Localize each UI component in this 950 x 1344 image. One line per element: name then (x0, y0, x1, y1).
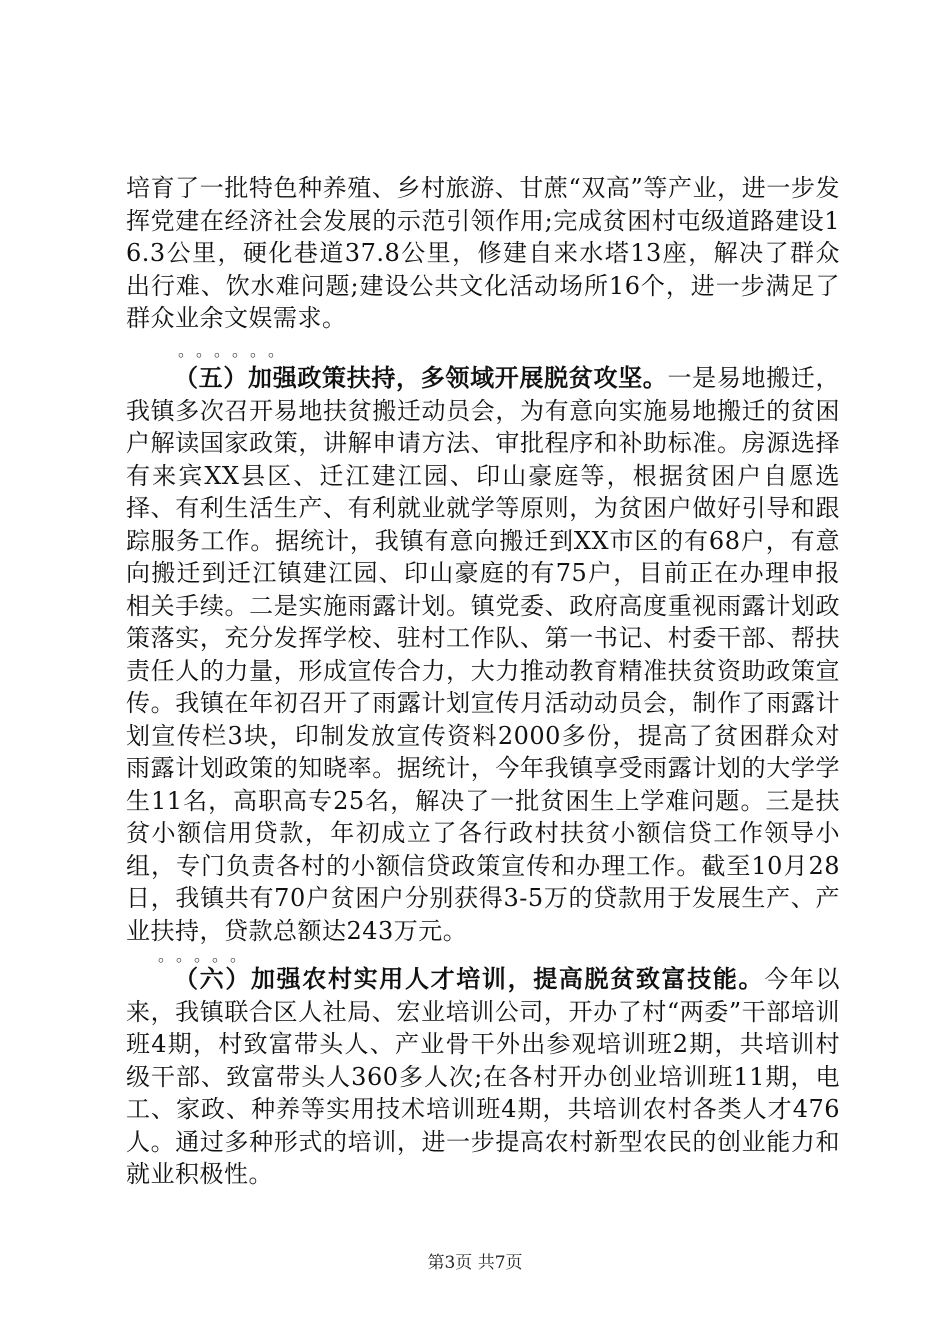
page-footer: 第3页 共7页 (427, 1253, 523, 1273)
section-5-body: 一是易地搬迁，我镇多次召开易地扶贫搬迁动员会，为有意向实施易地搬迁的贫困户解读国家政策，讲解申请方法、审批程序和补助标准。房源选择有来宾XX县区、迁江建江园、印山豪庭等，根据贫困户自愿选择、有利生活生产、有利就业就学等原则，为贫困户做好引导和跟踪服务工作。据统计，我镇有意向搬迁到XX市区的有68户，有意向搬迁到迁江镇建江园、印山豪庭的有75户，目前正在办理申报相关手续。二是实施雨露计划。镇党委、政府高度重视雨露计划政策落实，充分发挥学校、驻村工作队、第一书记、村委干部、帮扶责任人的力量，形成宣传合力，大力推动教育精准扶贫资助政策宣传。我镇在年初召开了雨露计划宣传月活动动员会，制作了雨露计划宣传栏3块，印制发放宣传资料2000多份，提高了贫困群众对雨露计划政策的知晓率。据统计，今年我镇享受雨露计划的大学学生11名，高职高专25名，解决了一批贫困生上学难问题。三是扶贫小额信用贷款，年初成立了各行政村扶贫小额信贷工作领导小组，专门负责各村的小额信贷政策宣传和办理工作。截至10月28日，我镇共有70户贫困户分别获得3-5万的贷款用于发展生产、产业扶持，贷款总额达243万元。 (126, 364, 841, 945)
section-6-body: 今年以来，我镇联合区人社局、宏业培训公司，开办了村“两委”干部培训班4期，村致富带头人、产业骨干外出参观培训班2期，共培训村级干部、致富带头人360多人次;在各村开办创业培训班11期，电工、家政、种养等实用技术培训班4期，共培训农村各类人才476人。通过多种形式的培训，进一步提高农村新型农民的创业能力和就业积极性。 (126, 965, 841, 1188)
section-6-heading: （六）加强农村实用人才培训，提高脱贫致富技能。 (174, 964, 765, 993)
paragraph-continuation: 培育了一批特色种养殖、乡村旅游、甘蔗“双高”等产业，进一步发挥党建在经济社会发展的示范引领作用;完成贫困村屯级道路建设16.3公里，硬化巷道37.8公里，修建自来水塔13座，解决了群众出行难、饮水难问题;建设公共文化活动场所16个，进一步满足了群众业余文娱需求。 (126, 174, 840, 332)
emphasis-dots: 。。。。。。 (178, 341, 295, 360)
section-5-heading: （五）加强政策扶持，多领域开展脱贫攻坚。 (174, 363, 668, 392)
emphasis-dots: 。。。。。 (158, 946, 257, 965)
section-6-paragraph (126, 963, 840, 1191)
section-5-paragraph (126, 362, 840, 947)
